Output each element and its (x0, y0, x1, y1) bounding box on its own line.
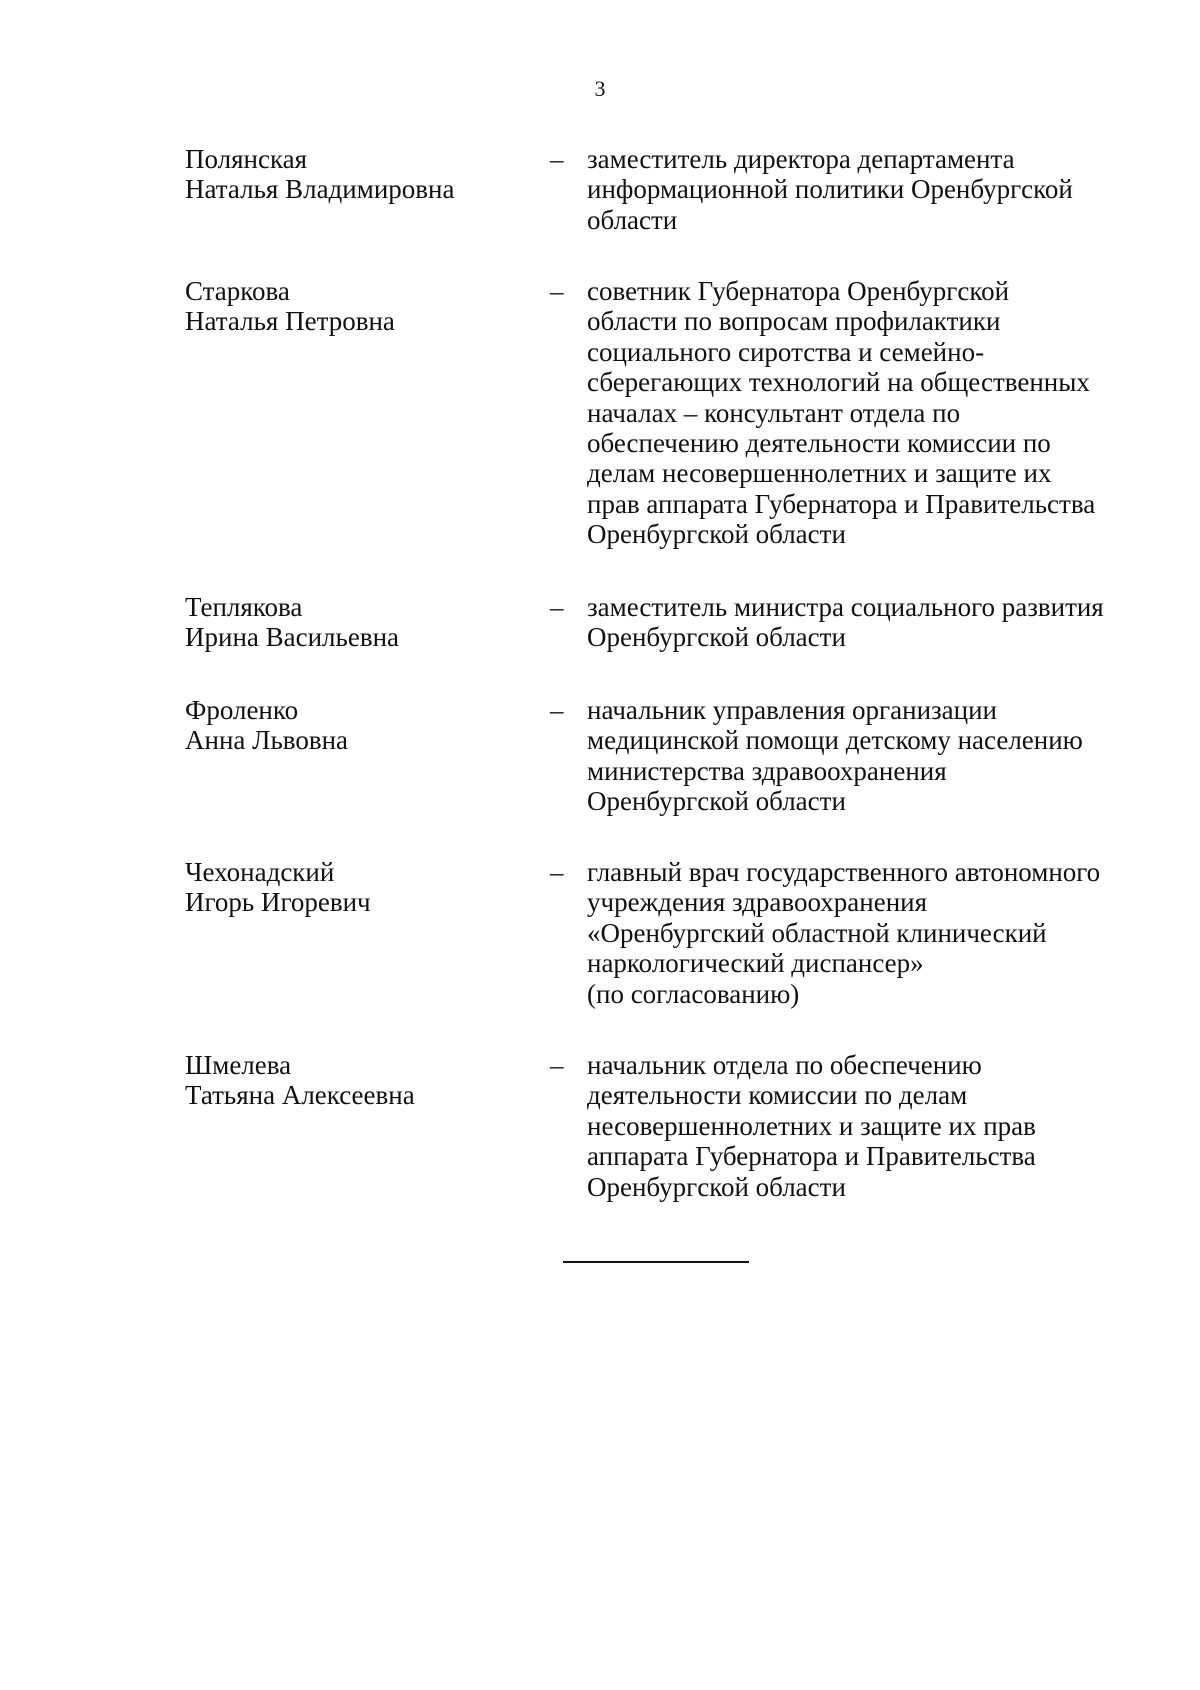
member-position (587, 1050, 1147, 1202)
member-position (587, 592, 1147, 653)
page-number: 3 (594, 76, 606, 101)
member-given-names: Наталья Петровна (185, 306, 395, 337)
member-surname: Шмелева (185, 1050, 292, 1080)
member-position (587, 857, 1147, 1009)
member-given-names: Ирина Васильевна (185, 622, 400, 653)
member-name (185, 276, 515, 337)
position-line: обеспечению деятельности комиссии по (587, 428, 1051, 459)
member-given-names: Анна Львовна (185, 725, 349, 756)
dash-separator: – (550, 695, 564, 725)
member-surname: Полянская (185, 144, 308, 174)
position-line: сберегающих технологий на общественных (587, 367, 1090, 398)
member-given-names: Татьяна Алексеевна (185, 1080, 415, 1111)
end-of-list-rule (563, 1261, 749, 1263)
member-position (587, 695, 1147, 817)
position-line: деятельности комиссии по делам (587, 1080, 968, 1111)
position-line: учреждения здравоохранения (587, 887, 928, 918)
position-line: области по вопросам профилактики (587, 306, 1001, 337)
member-position (587, 144, 1147, 235)
position-line: заместитель министра социального развития (587, 592, 1104, 622)
position-line: началах – консультант отдела по (587, 397, 961, 428)
member-name (185, 592, 515, 653)
position-line: главный врач государственного автономного (587, 857, 1101, 887)
dash-separator: – (550, 144, 564, 174)
position-line: начальник управления организации (587, 695, 998, 725)
member-position (587, 276, 1147, 550)
member-name (185, 144, 515, 205)
position-line: области (587, 204, 678, 235)
position-line: наркологический диспансер» (587, 948, 924, 979)
member-surname: Старкова (185, 276, 290, 306)
position-line: министерства здравоохранения (587, 755, 947, 786)
position-line: Оренбургской области (587, 1171, 846, 1202)
dash-separator: – (550, 1050, 564, 1080)
member-name (185, 857, 515, 918)
position-line: информационной политики Оренбургской (587, 174, 1073, 205)
position-line: заместитель директора департамента (587, 144, 1015, 174)
member-given-names: Наталья Владимировна (185, 174, 455, 205)
dash-separator: – (550, 592, 564, 622)
position-line: аппарата Губернатора и Правительства (587, 1141, 1036, 1172)
position-line: социального сиротства и семейно- (587, 336, 985, 367)
dash-separator: – (550, 276, 564, 306)
dash-separator: – (550, 857, 564, 887)
position-line: советник Губернатора Оренбургской (587, 276, 1010, 306)
member-surname: Фроленко (185, 695, 299, 725)
position-line: делам несовершеннолетних и защите их (587, 458, 1052, 489)
position-line: начальник отдела по обеспечению (587, 1050, 982, 1080)
position-line: прав аппарата Губернатора и Правительства (587, 488, 1096, 519)
position-line: «Оренбургский областной клинический (587, 917, 1047, 948)
member-given-names: Игорь Игоревич (185, 887, 371, 918)
position-line: Оренбургской области (587, 519, 846, 550)
position-line: несовершеннолетних и защите их прав (587, 1110, 1036, 1141)
member-surname: Чехонадский (185, 857, 335, 887)
position-line: Оренбургской области (587, 786, 846, 817)
position-line: Оренбургской области (587, 622, 846, 653)
member-surname: Теплякова (185, 592, 303, 622)
member-name (185, 695, 515, 756)
position-line: медицинской помощи детскому населению (587, 725, 1083, 756)
position-line: (по согласованию) (587, 978, 800, 1009)
member-name (185, 1050, 515, 1111)
